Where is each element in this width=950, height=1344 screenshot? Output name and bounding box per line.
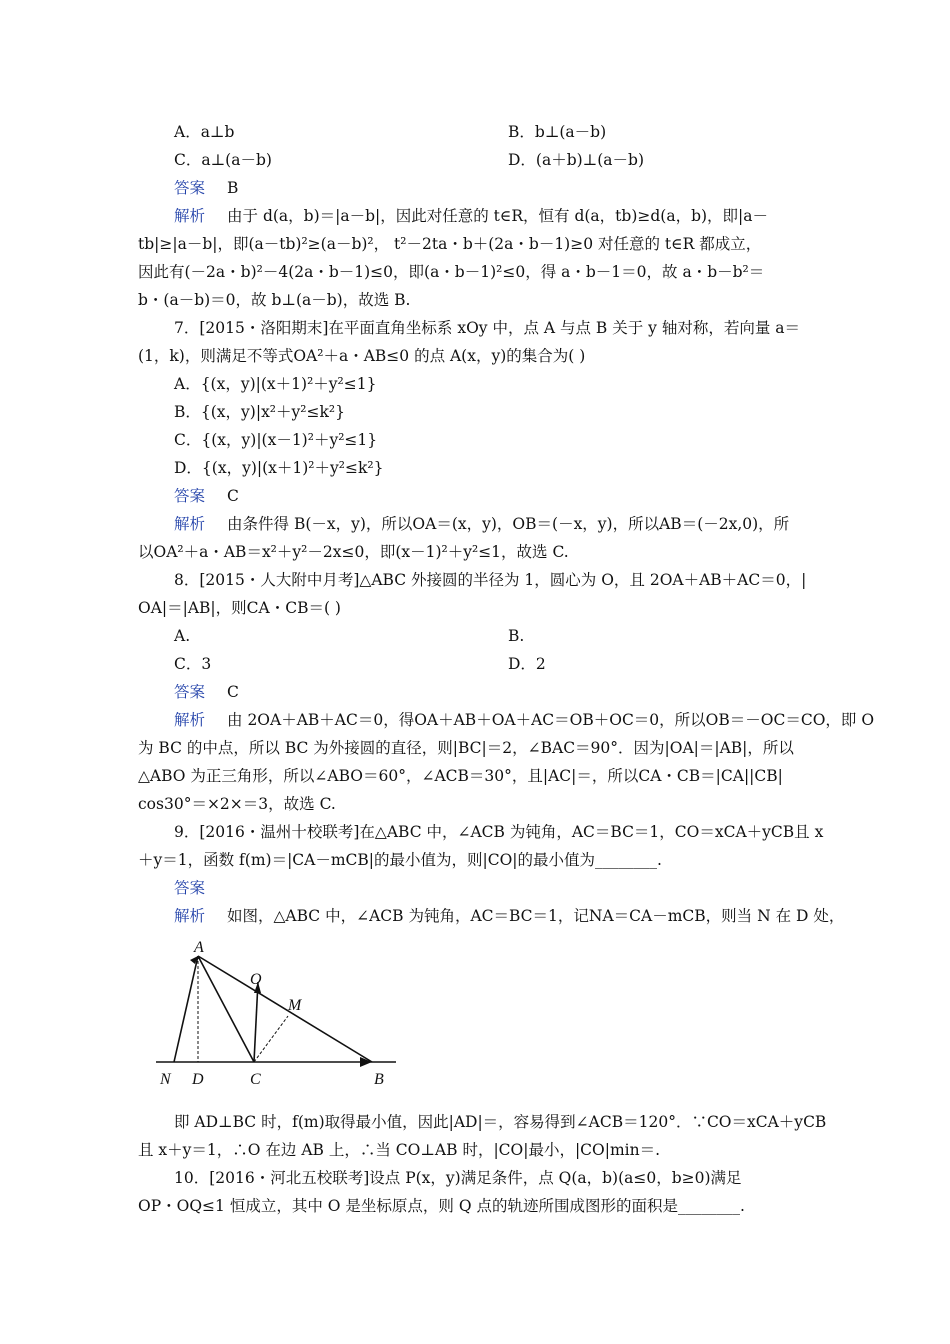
- text-line: △ABO 为正三角形，所以∠ABO＝60°，∠ACB＝30°，且|AC|＝，所以CA・CB＝|CA||CB|: [138, 767, 783, 785]
- option-a: A．a⊥b: [174, 123, 235, 141]
- answer-label: 答案: [174, 487, 206, 505]
- analysis-label: 解析: [174, 907, 206, 925]
- answer-label: 答案: [174, 683, 206, 701]
- analysis-line: [174, 514, 789, 534]
- label-m: M: [288, 997, 302, 1014]
- label-a: A: [194, 939, 204, 956]
- text-line: OP・OQ≤1 恒成立，其中 O 是坐标原点，则 Q 点的轨迹所围成图形的面积是________.: [138, 1197, 745, 1215]
- text-line: (1，k)，则满足不等式OA²＋a・AB≤0 的点 A(x，y)的集合为( ): [138, 347, 586, 365]
- answer-label: 答案: [174, 879, 206, 897]
- text-line: cos30°＝×2×＝3，故选 C.: [138, 795, 336, 813]
- text-line: tb|≥|a－b|，即(a－tb)²≥(a－b)²， t²－2ta・b＋(2a・b－1)≥0 对任意的 t∈R 都成立，: [138, 235, 762, 253]
- label-c: C: [250, 1071, 261, 1088]
- question-7: 7．[2015・洛阳期末]在平面直角坐标系 xOy 中，点 A 与点 B 关于 y 轴对称，若向量 a＝: [174, 319, 801, 337]
- label-n: N: [160, 1071, 171, 1088]
- question-9: 9．[2016・温州十校联考]在△ABC 中，∠ACB 为钝角，AC＝BC＝1，CO＝xCA＋yCB且 x: [174, 823, 824, 841]
- analysis-label: 解析: [174, 515, 206, 533]
- answer-label: 答案: [174, 179, 206, 197]
- option-a: A.: [174, 627, 191, 645]
- analysis-label: 解析: [174, 207, 206, 225]
- answer-value: B: [227, 179, 239, 197]
- option-b: B.: [508, 627, 525, 645]
- text-line: OA|＝|AB|，则CA・CB＝( ): [138, 599, 341, 617]
- option-c: C．3: [174, 655, 212, 673]
- answer-line: [174, 682, 239, 702]
- analysis-line: [174, 710, 874, 730]
- text-line: 即 AD⊥BC 时，f(m)取得最小值，因此|AD|＝，容易得到∠ACB＝120°．∵CO＝xCA＋yCB: [174, 1113, 827, 1131]
- analysis-text: 如图，△ABC 中，∠ACB 为钝角，AC＝BC＝1，记NA＝CA－mCB，则当 N 在 D 处，: [227, 907, 845, 925]
- answer-value: C: [227, 683, 239, 701]
- option-d: D．{(x，y)|(x＋1)²＋y²≤k²}: [174, 459, 384, 477]
- answer-line: [174, 486, 239, 506]
- option-d: D．(a＋b)⊥(a－b): [508, 151, 645, 169]
- option-b: B．{(x，y)|x²＋y²≤k²}: [174, 403, 345, 421]
- geometry-figure: [150, 938, 410, 1098]
- option-c: C．a⊥(a－b): [174, 151, 272, 169]
- analysis-line: [174, 906, 844, 926]
- segment-co: [254, 982, 258, 1062]
- segment-ab: [198, 956, 372, 1062]
- label-o: O: [250, 971, 262, 988]
- text-line: 且 x＋y＝1，∴O 在边 AB 上，∴当 CO⊥AB 时，|CO|最小，|CO|min＝.: [138, 1141, 661, 1159]
- text-line: 以OA²＋a・AB＝x²＋y²－2x≤0，即(x－1)²＋y²≤1，故选 C.: [138, 543, 569, 561]
- label-b: B: [374, 1071, 384, 1088]
- question-8: 8．[2015・人大附中月考]△ABC 外接圆的半径为 1，圆心为 O，且 2OA＋AB＋AC＝0，|: [174, 571, 807, 589]
- option-d: D．2: [508, 655, 546, 673]
- question-10: 10．[2016・河北五校联考]设点 P(x，y)满足条件，点 Q(a，b)(a≤0，b≥0)满足: [174, 1169, 742, 1187]
- option-b: B．b⊥(a－b): [508, 123, 607, 141]
- analysis-line: [174, 206, 768, 226]
- text-line: b・(a－b)＝0，故 b⊥(a－b)，故选 B.: [138, 291, 411, 309]
- analysis-label: 解析: [174, 711, 206, 729]
- text-line: 因此有(－2a・b)²－4(2a・b－1)≤0，即(a・b－1)²≤0，得 a・b－1＝0，故 a・b－b²＝: [138, 263, 765, 281]
- answer-value: C: [227, 487, 239, 505]
- option-c: C．{(x，y)|(x－1)²＋y²≤1}: [174, 431, 378, 449]
- segment-cm-dashed: [254, 1016, 288, 1062]
- analysis-text: 由 2OA＋AB＋AC＝0，得OA＋AB＋OA＋AC＝OB＋OC＝0，所以OB＝－OC＝CO，即 O: [227, 711, 875, 729]
- label-d: D: [192, 1071, 204, 1088]
- analysis-text: 由条件得 B(－x，y)，所以OA＝(x，y)，OB＝(－x，y)，所以AB＝(－2x,0)，所: [227, 515, 790, 533]
- text-line: ＋y＝1，函数 f(m)＝|CA－mCB|的最小值为，则|CO|的最小值为________.: [138, 851, 662, 869]
- answer-line: [174, 178, 238, 198]
- text-line: 为 BC 的中点，所以 BC 为外接圆的直径，则|BC|＝2，∠BAC＝90°．因为|OA|＝|AB|，所以: [138, 739, 794, 757]
- option-a: A．{(x，y)|(x＋1)²＋y²≤1}: [174, 375, 377, 393]
- segment-ca: [198, 956, 254, 1062]
- segment-na: [174, 956, 198, 1062]
- analysis-text: 由于 d(a，b)＝|a－b|，因此对任意的 t∈R，恒有 d(a，tb)≥d(a，b)，即|a－: [227, 207, 768, 225]
